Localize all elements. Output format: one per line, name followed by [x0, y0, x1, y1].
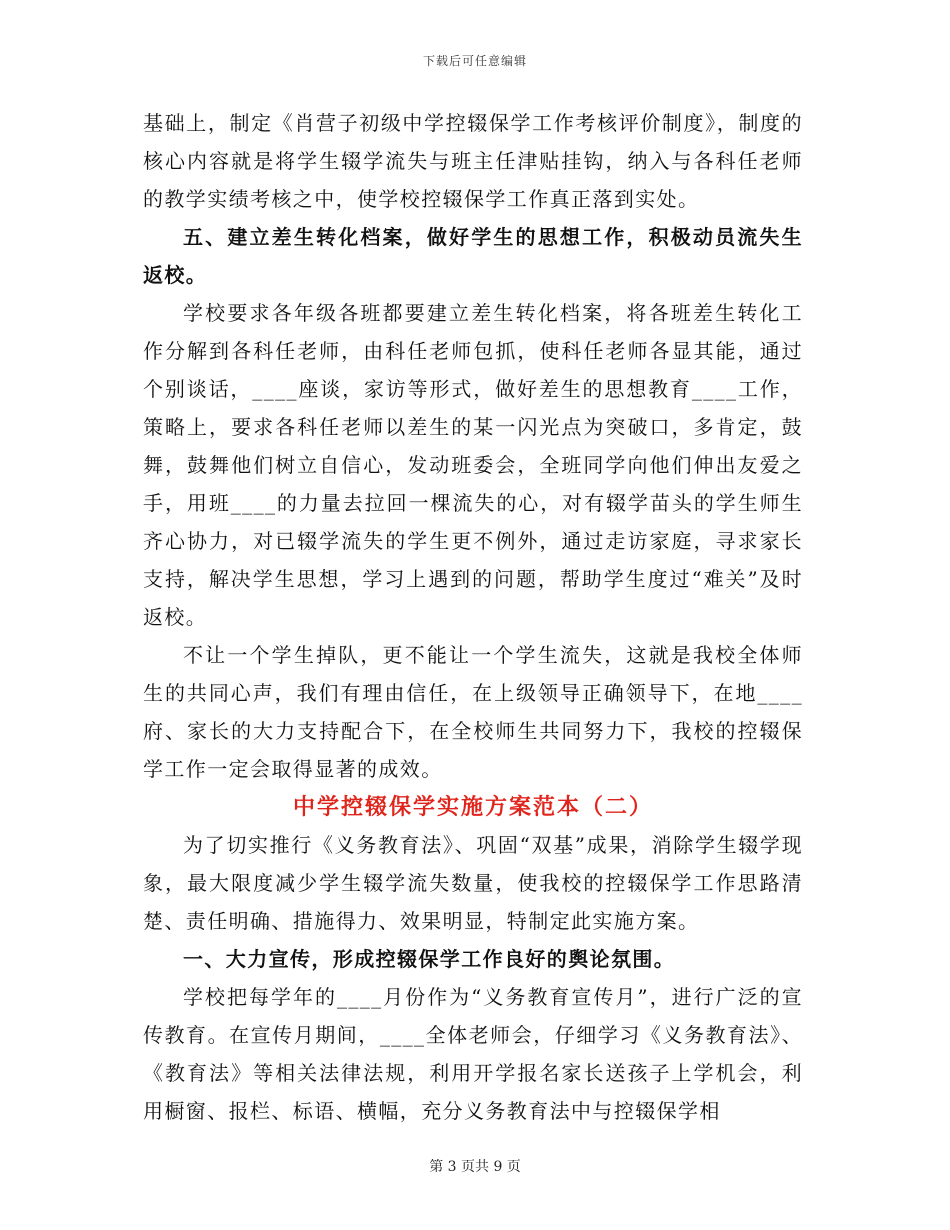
section-heading-one: 一、大力宣传，形成控辍保学工作良好的舆论氛围。 [183, 947, 676, 971]
section-heading-five: 五、建立差生转化档案，做好学生的思想工作，积极动员流失生返校。 [143, 225, 803, 287]
document-body [143, 104, 803, 1130]
paragraph: 不让一个学生掉队，更不能让一个学生流失，这就是我校全体师生的共同心声，我们有理由信任，在上级领导正确领导下，在地____府、家长的大力支持配合下，在全校师生共同努力下，我校的控辍保学工作一定会取得显著的成效。 [143, 643, 803, 781]
paragraph: 学校把每学年的____月份作为“义务教育宣传月”，进行广泛的宣传教育。在宣传月期间，____全体老师会，仔细学习《义务教育法》、《教育法》等相关法律法规，利用开学报名家长送孩子上学机会，利用橱窗、报栏、标语、横幅，充分义务教育法中与控辍保学相 [143, 985, 803, 1123]
paragraph: 基础上，制定《肖营子初级中学控辍保学工作考核评价制度》，制度的核心内容就是将学生辍学流失与班主任津贴挂钩，纳入与各科任老师的教学实绩考核之中，使学校控辍保学工作真正落到实处。 [143, 111, 803, 211]
page-header: 下载后可任意编辑 [422, 54, 527, 68]
page-footer: 第 3 页共 9 页 [429, 1159, 521, 1175]
section-title: 中学控辍保学实施方案范本（二） [292, 794, 653, 820]
paragraph: 学校要求各年级各班都要建立差生转化档案，将各班差生转化工作分解到各科任老师，由科任老师包抓，使科任老师各显其能，通过个别谈话，____座谈，家访等形式，做好差生的思想教育____工作，策略上，要求各科任老师以差生的某一闪光点为突破口，多肯定，鼓舞，鼓舞他们树立自信心，发动班委会，全班同学向他们伸出友爱之手，用班____的力量去拉回一棵流失的心，对有辍学苗头的学生师生齐心协力，对已辍学流失的学生更不例外，通过走访家庭，寻求家长支持，解决学生思想，学习上遇到的问题，帮助学生度过“难关”及时返校。 [143, 301, 803, 629]
paragraph: 为了切实推行《义务教育法》、巩固“双基”成果，消除学生辍学现象，最大限度减少学生辍学流失数量，使我校的控辍保学工作思路清楚、责任明确、措施得力、效果明显，特制定此实施方案。 [143, 833, 803, 933]
